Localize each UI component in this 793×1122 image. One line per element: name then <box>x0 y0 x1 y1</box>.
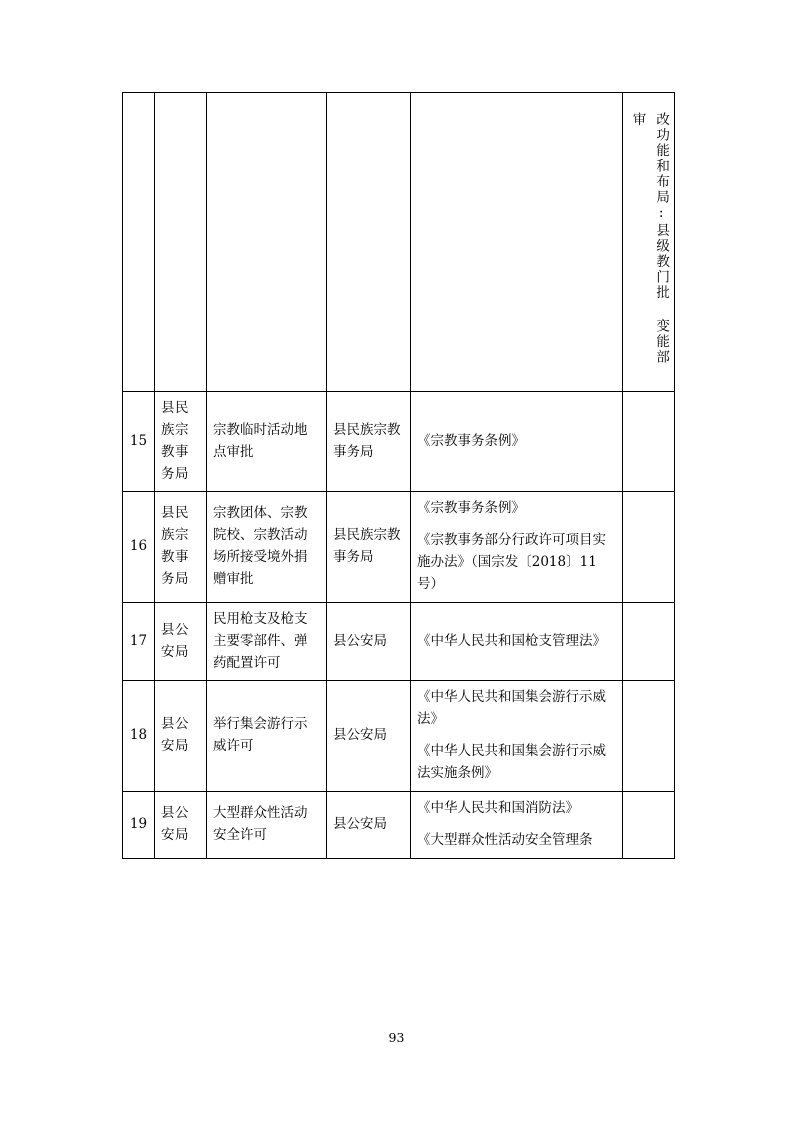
row-basis-cell <box>411 492 623 602</box>
basis-line: 《中华人民共和国集会游行示威法实施条例》 <box>417 743 606 782</box>
row-item-cell: 民用枪支及枪支主要零部件、弹药配置许可 <box>207 602 327 681</box>
row-item-cell: 举行集会游行示威许可 <box>207 681 327 791</box>
table-row <box>123 791 675 858</box>
row-basis-cell <box>411 392 623 492</box>
row-number-cell: 17 <box>123 602 155 681</box>
row-number-cell: 16 <box>123 492 155 602</box>
table-row <box>123 392 675 492</box>
basis-line: 《中华人民共和国消防法》 <box>417 799 579 816</box>
row-implementer-cell <box>327 93 411 392</box>
table-row <box>123 492 675 602</box>
row-implementer-cell: 县公安局 <box>327 602 411 681</box>
row-item-cell: 大型群众性活动安全许可 <box>207 791 327 858</box>
basis-line: 《中华人民共和国集会游行示威法》 <box>417 689 606 728</box>
row-basis-cell <box>411 602 623 681</box>
table-row <box>123 602 675 681</box>
table-row <box>123 681 675 791</box>
row-note-cell <box>623 791 675 858</box>
row-number-cell <box>123 93 155 392</box>
row-basis-cell <box>411 681 623 791</box>
row-item-cell: 宗教临时活动地点审批 <box>207 392 327 492</box>
row-number-cell: 15 <box>123 392 155 492</box>
row-note-cell <box>623 681 675 791</box>
basis-line: 《宗教事务条例》 <box>417 500 525 517</box>
row-basis-cell <box>411 93 623 392</box>
row-department-cell: 县民族宗教事务局 <box>155 392 207 492</box>
row-note-cell <box>623 602 675 681</box>
basis-line: 《大型群众性活动安全管理条 <box>417 831 593 848</box>
basis-line: 《中华人民共和国枪支管理法》 <box>417 632 606 649</box>
row-department-cell: 县公安局 <box>155 681 207 791</box>
row-note-cell <box>623 492 675 602</box>
row-department-cell: 县公安局 <box>155 602 207 681</box>
row-implementer-cell: 县民族宗教事务局 <box>327 492 411 602</box>
row-department-cell: 县公安局 <box>155 791 207 858</box>
vertical-note-wrapper <box>629 110 668 374</box>
basis-line: 《宗教事务部分行政许可项目实施办法》（国宗发〔2018〕11号） <box>417 532 606 593</box>
row-number-cell: 18 <box>123 681 155 791</box>
row-implementer-cell: 县民族宗教事务局 <box>327 392 411 492</box>
row-basis-cell <box>411 791 623 858</box>
row-department-cell <box>155 93 207 392</box>
page-number: 93 <box>388 1030 405 1045</box>
row-item-cell: 宗教团体、宗教院校、宗教活动场所接受境外捐赠审批 <box>207 492 327 602</box>
row-implementer-cell: 县公安局 <box>327 791 411 858</box>
row-implementer-cell: 县公安局 <box>327 681 411 791</box>
table-row <box>123 93 675 392</box>
row-note-cell <box>623 93 675 392</box>
row-number-cell: 19 <box>123 791 155 858</box>
row-item-cell <box>207 93 327 392</box>
row-note-cell <box>623 392 675 492</box>
permit-items-table <box>122 92 675 859</box>
row-department-cell: 县民族宗教事务局 <box>155 492 207 602</box>
basis-line: 《宗教事务条例》 <box>417 432 525 449</box>
vertical-note-text: 改功能和布局:县级教门批 变能部审 <box>629 112 670 365</box>
